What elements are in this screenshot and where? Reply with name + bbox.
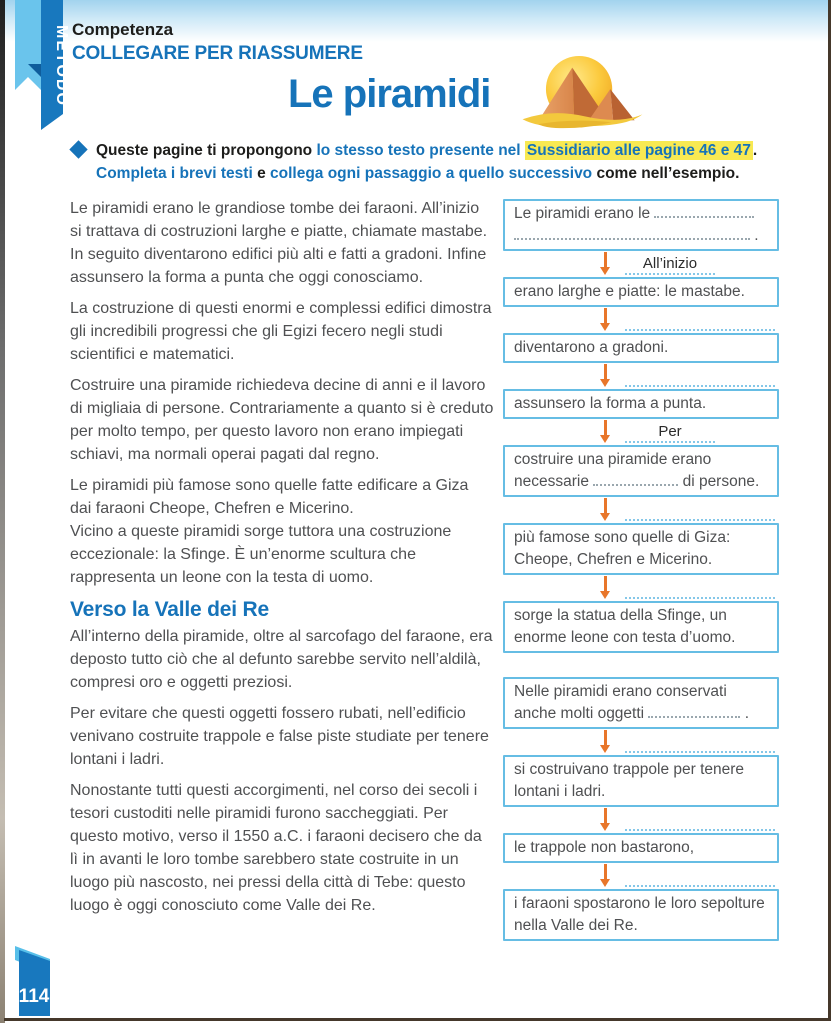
competence-kicker: Competenza xyxy=(72,20,174,39)
flow-box xyxy=(503,277,779,307)
intro-segment: collega ogni passaggio a quello successivo xyxy=(270,165,593,182)
intro-instructions xyxy=(96,139,801,185)
flow-box xyxy=(503,333,779,363)
down-arrow-icon xyxy=(604,364,607,379)
flow-connector xyxy=(503,497,779,523)
down-arrow-icon xyxy=(604,864,607,879)
dotted-blank xyxy=(514,225,750,240)
flow-box-text: assunsero la forma a punta. xyxy=(514,395,707,412)
body-paragraph: Per evitare che questi oggetti fossero rubati, nell’edificio venivano costruite trappole e false piste studiate per tenere lontani i ladri. xyxy=(70,705,489,768)
flow-box xyxy=(503,833,779,863)
body-paragraph: All’interno della piramide, oltre al sarcofago del faraone, era deposto tutto ciò che al defunto sarebbe servito nell’aldilà, compresi oro e oggetti preziosi. xyxy=(70,628,493,691)
pyramids-sun-icon xyxy=(518,54,646,130)
section-heading: Verso la Valle dei Re xyxy=(70,598,269,621)
page-tab-icon xyxy=(12,946,54,1018)
body-paragraph: La costruzione di questi enormi e complessi edifici dimostra gli incredibili progressi che gli Egizi fecero negli studi scientifici e matematici. xyxy=(70,300,492,363)
flowchart xyxy=(503,199,779,941)
flow-arrow-label: Per xyxy=(625,423,715,443)
intro-segment: Sussidiario alle pagine 46 e 47 xyxy=(526,142,751,159)
flow-connector xyxy=(503,729,779,755)
intro-text xyxy=(96,141,757,182)
flow-box-text: costruire una piramide erano necessarie xyxy=(514,451,712,490)
flow-arrow-blank-line xyxy=(625,878,775,887)
flow-box xyxy=(503,199,779,251)
flow-box-text: Le piramidi erano le xyxy=(514,205,655,222)
body-paragraph: Costruire una piramide richiedeva decine di anni e il lavoro di migliaia di persone. Contrariamente a quanto si è creduto per molto tempo, per questo lavoro non erano impiegati schiavi, ma normali operai pagati dal regno. xyxy=(70,377,494,463)
flow-connector xyxy=(503,419,779,445)
dotted-blank xyxy=(654,203,754,218)
scan-edge-bottom xyxy=(4,1018,831,1021)
flow-connector xyxy=(503,307,779,333)
intro-segment: lo stesso testo presente nel xyxy=(316,142,525,159)
flow-box-text: . xyxy=(750,227,759,244)
intro-segment: Queste pagine ti propongono xyxy=(96,142,317,159)
flow-box-text: diventarono a gradoni. xyxy=(514,339,669,356)
flow-arrow-blank-line xyxy=(625,744,775,753)
flow-box-text: Nelle piramidi erano conservati anche molti oggetti xyxy=(514,683,727,722)
article-column xyxy=(70,197,494,925)
flow-box xyxy=(503,889,779,941)
down-arrow-icon xyxy=(604,252,607,267)
dotted-blank xyxy=(648,703,740,718)
down-arrow-icon xyxy=(604,420,607,435)
flow-connector xyxy=(503,863,779,889)
page-number: 114 xyxy=(18,986,50,1007)
page-title: Le piramidi xyxy=(288,72,491,116)
flow-box-text: erano larghe e piatte: le mastabe. xyxy=(514,283,745,300)
flow-box xyxy=(503,523,779,575)
flow-box-text: di persone. xyxy=(678,473,760,490)
flow-box-text: si costruivano trappole per tenere lontani i ladri. xyxy=(514,761,745,800)
flow-connector xyxy=(503,363,779,389)
body-paragraph: Le piramidi erano le grandiose tombe dei faraoni. All’inizio si trattava di costruzioni larghe e piatte, chiamate mastabe. In seguito diventarono edifici più alti e fatti a gradoni. Infine assunsero la forma a punta che oggi conosciamo. xyxy=(70,200,488,286)
page-number-tab xyxy=(12,946,54,1023)
flow-box xyxy=(503,677,779,729)
flow-connector xyxy=(503,251,779,277)
body-paragraph: Le piramidi più famose sono quelle fatte edificare a Giza dai faraoni Cheope, Chefren e Micerino. xyxy=(70,477,469,517)
competence-title: COLLEGARE PER RIASSUMERE xyxy=(72,43,363,64)
flow-box-text: i faraoni spostarono le loro sepolture nella Valle dei Re. xyxy=(514,895,765,934)
flow-box xyxy=(503,445,779,497)
down-arrow-icon xyxy=(604,308,607,323)
flow-box xyxy=(503,601,779,653)
intro-segment: . xyxy=(752,142,758,159)
flow-box xyxy=(503,755,779,807)
intro-segment: come nell’esempio. xyxy=(592,165,740,182)
flow-arrow-blank-line xyxy=(625,590,775,599)
title-row xyxy=(288,58,646,130)
down-arrow-icon xyxy=(604,576,607,591)
flow-connector xyxy=(503,575,779,601)
down-arrow-icon xyxy=(604,808,607,823)
intro-segment: e xyxy=(252,165,270,182)
flow-arrow-blank-line xyxy=(625,512,775,521)
flow-gap xyxy=(503,653,779,677)
intro-segment: Completa i brevi testi xyxy=(96,165,253,182)
flow-connector xyxy=(503,807,779,833)
flow-arrow-blank-line xyxy=(625,378,775,387)
dotted-blank xyxy=(593,471,678,486)
flow-arrow-blank-line xyxy=(625,322,775,331)
flow-box-text: . xyxy=(740,705,750,722)
body-paragraph: Nonostante tutti questi accorgimenti, nel corso dei secoli i tesori custoditi nelle piramidi furono saccheggiati. Per questo motivo, verso il 1550 a.C. i faraoni decisero che da lì in avanti le loro tombe sarebbero state costruite in un luogo più nascosto, nei pressi della città di Tebe: questo luogo è oggi conosciuto come Valle dei Re. xyxy=(70,782,482,914)
flow-box xyxy=(503,389,779,419)
diamond-icon xyxy=(69,140,87,158)
flow-arrow-blank-line xyxy=(625,822,775,831)
body-paragraph: Vicino a queste piramidi sorge tuttora una costruzione eccezionale: la Sfinge. È un’enorme scultura che rappresenta un leone con la testa di uomo. xyxy=(70,523,452,586)
scan-edge-left xyxy=(0,0,5,1023)
ribbon-label: METODO xyxy=(53,25,70,107)
flow-arrow-label: All’inizio xyxy=(625,255,715,275)
flow-box-text: sorge la statua della Sfinge, un enorme leone con testa d’uomo. xyxy=(514,607,736,646)
flow-box-text: le trappole non bastarono, xyxy=(514,839,695,856)
flow-box-text: più famose sono quelle di Giza: Cheope, Chefren e Micerino. xyxy=(514,529,731,568)
down-arrow-icon xyxy=(604,730,607,745)
metodo-ribbon xyxy=(8,0,70,136)
down-arrow-icon xyxy=(604,498,607,513)
